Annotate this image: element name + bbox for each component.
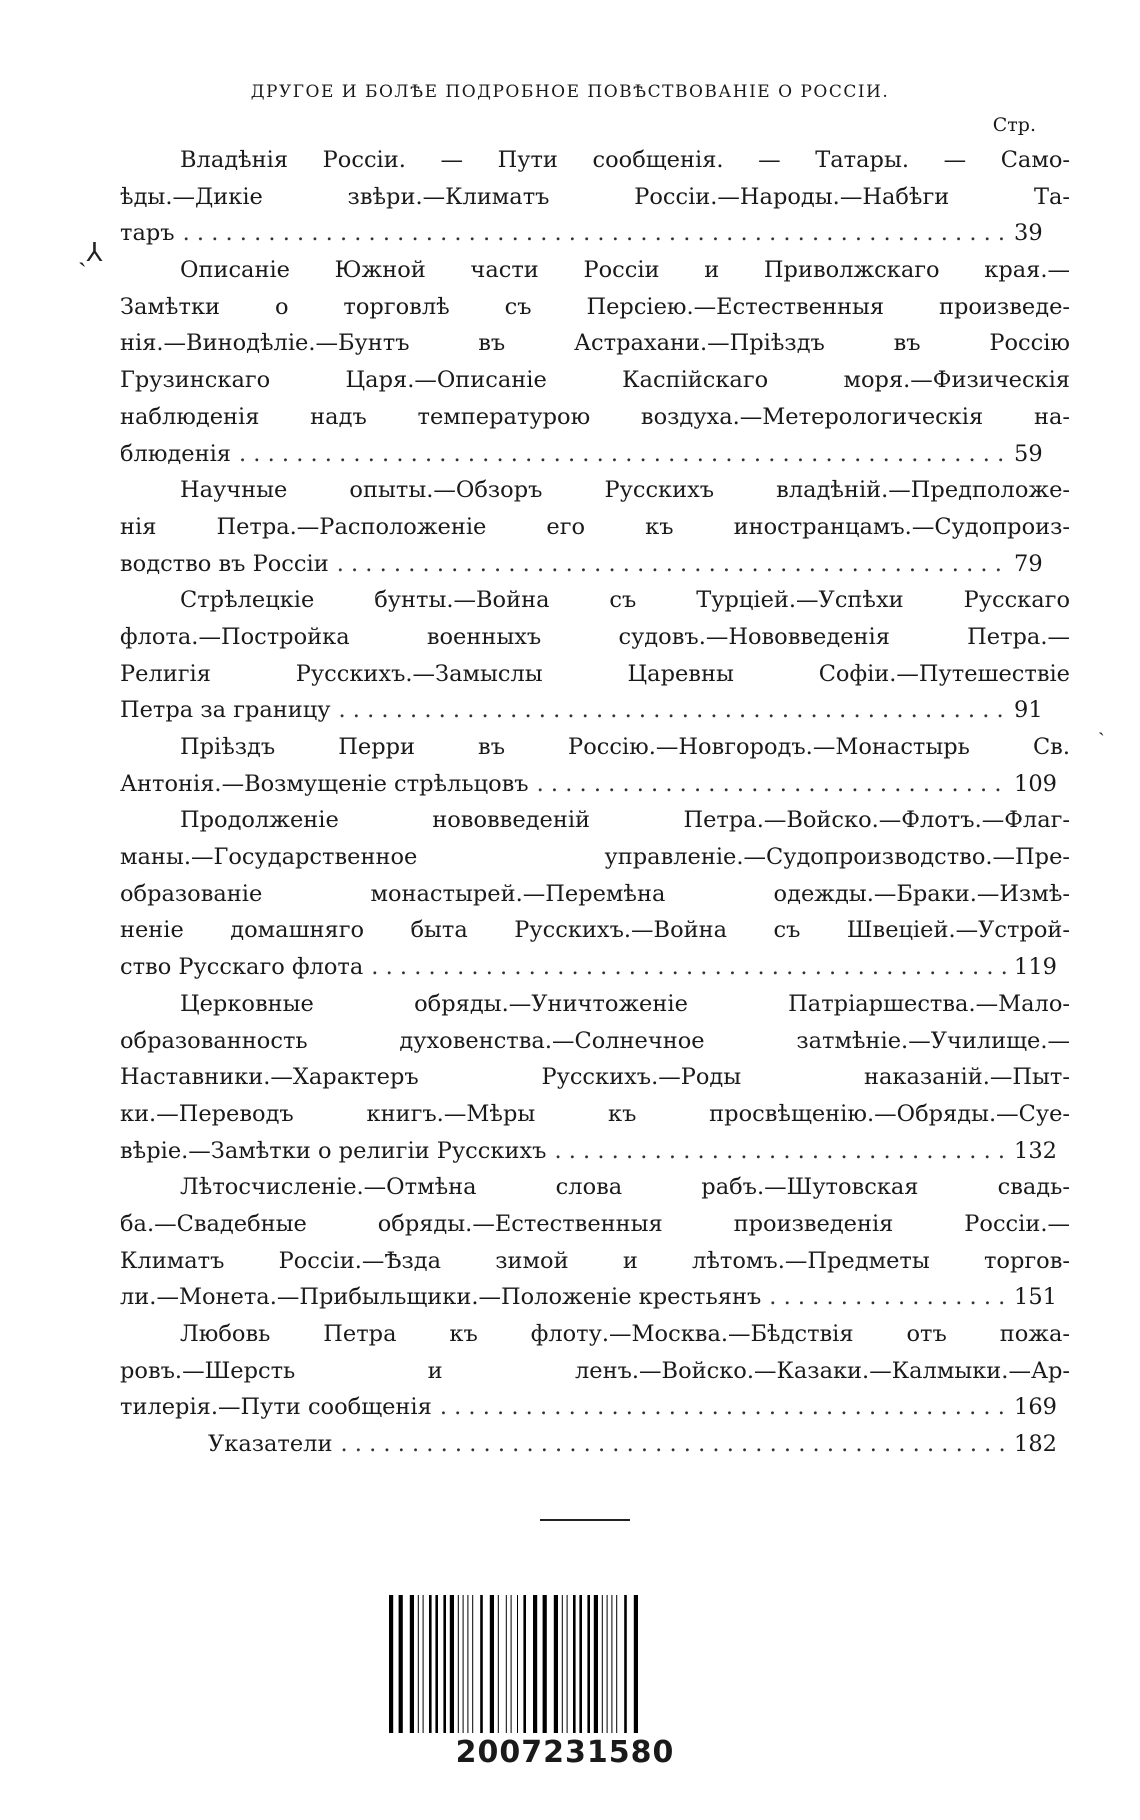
toc-entry[interactable] <box>120 1426 1070 1463</box>
page-column-label: Стр. <box>992 114 1036 136</box>
dot-leader <box>554 1133 1006 1170</box>
toc-entry-tail-text: тилерія.—Пути сообщенія <box>120 1394 432 1421</box>
toc-entry[interactable] <box>120 986 1070 1169</box>
toc-page-number: 119 <box>1014 954 1057 981</box>
toc-entry-line: ба.—Свадебные обряды.—Естественныя произведенія Россіи.— <box>120 1210 1070 1237</box>
dot-leader <box>371 949 1006 986</box>
toc-entry[interactable] <box>120 472 1070 582</box>
barcode-bar <box>511 1595 512 1733</box>
toc-entry-line: Продолженіе нововведеній Петра.—Войско.—Флотъ.—Флаг- <box>180 807 1070 834</box>
toc-entry-line: Церковные обряды.—Уничтоженіе Патріаршества.—Мало- <box>180 990 1070 1017</box>
toc-entry-line: Климатъ Россіи.—Ѣзда зимой и лѣтомъ.—Предметы торгов- <box>120 1247 1070 1274</box>
toc-entry-line: нія Петра.—Расположеніе его къ иностранцамъ.—Судопроиз- <box>120 513 1070 540</box>
dot-leader <box>239 436 1006 473</box>
toc-entry-line: маны.—Государственное управленіе.—Судопроизводство.—Пре- <box>120 844 1070 871</box>
toc-entry[interactable] <box>120 252 1070 472</box>
barcode-number: 2007231580 <box>455 1735 675 1770</box>
toc-entry[interactable] <box>120 1169 1070 1316</box>
toc-entry-last-line <box>120 1133 1070 1170</box>
toc-entry-line: ѣды.—Дикіе звѣри.—Климатъ Россіи.—Народы.—Набѣги Та- <box>120 183 1070 210</box>
toc-entry-line: Любовь Петра къ флоту.—Москва.—Бѣдствія отъ пожа- <box>180 1321 1070 1347</box>
toc-entry[interactable] <box>120 142 1070 252</box>
toc-entry-tail-text: ли.—Монета.—Прибыльщики.—Положеніе крестьянъ <box>120 1284 762 1311</box>
toc-page-number: 151 <box>1014 1284 1057 1311</box>
toc-entry-line: Описаніе Южной части Россіи и Приволжскаго края.— <box>180 257 1070 284</box>
barcode-bar <box>573 1595 576 1733</box>
toc-entry[interactable] <box>120 802 1070 985</box>
barcode-bar <box>624 1595 627 1733</box>
barcode-bar <box>506 1595 507 1733</box>
toc-entry-last-line <box>120 1389 1070 1426</box>
toc-entry-line: неніе домашняго быта Русскихъ.—Война съ Швеціей.—Устрой- <box>120 917 1070 944</box>
toc-entry-line: ровъ.—Шерсть и ленъ.—Войско.—Казаки.—Калмыки.—Ар- <box>120 1357 1070 1384</box>
toc-entry-line: флота.—Постройка военныхъ судовъ.—Нововведенія Петра.— <box>120 623 1070 650</box>
toc-entry-line: Научные опыты.—Обзоръ Русскихъ владѣній.—Предположе- <box>180 477 1070 504</box>
toc-entry-line: образованность духовенства.—Солнечное затмѣніе.—Училище.— <box>120 1027 1070 1054</box>
barcode-bar <box>423 1595 424 1733</box>
barcode-bar <box>472 1595 473 1733</box>
barcode-label <box>385 1595 745 1770</box>
barcode-bar <box>554 1595 558 1733</box>
toc-entry[interactable] <box>120 729 1070 802</box>
toc-entry-last-line <box>120 949 1070 986</box>
toc-page-number: 169 <box>1014 1394 1057 1421</box>
toc-entry[interactable] <box>120 582 1070 729</box>
toc-entry-line: Лѣтосчисленіе.—Отмѣна слова рабъ.—Шутовская свадь- <box>180 1174 1070 1201</box>
dot-leader <box>537 766 1006 803</box>
barcode-bar <box>634 1595 638 1733</box>
toc-entry-last-line <box>120 436 1070 473</box>
barcode-bar <box>435 1595 438 1733</box>
toc-page-number: 39 <box>1014 220 1043 247</box>
toc-entry-line: Замѣтки о торговлѣ съ Персіею.—Естественныя произведе- <box>120 293 1070 320</box>
barcode-bar <box>389 1595 393 1733</box>
page-title: ДРУГОЕ И БОЛѢЕ ПОДРОБНОЕ ПОВѢСТВОВАНІЕ О РОССІИ. <box>250 82 890 102</box>
section-divider <box>540 1519 630 1521</box>
toc-entry-line: Пріѣздъ Перри въ Россію.—Новгородъ.—Монастырь Св. <box>180 734 1070 760</box>
dot-leader <box>340 1426 1006 1463</box>
toc-entry-line: ки.—Переводъ книгъ.—Мѣры къ просвѣщенію.—Обряды.—Суе- <box>120 1100 1070 1127</box>
toc-entry-tail-text: ство Русскаго флота <box>120 954 364 981</box>
toc-entry-line: Религія Русскихъ.—Замыслы Царевны Софіи.—Путешествіе <box>120 660 1070 687</box>
toc-page-number: 132 <box>1014 1137 1057 1164</box>
barcode-bar <box>567 1595 568 1733</box>
barcode-bar <box>607 1595 608 1733</box>
toc-page-number: 91 <box>1014 697 1043 724</box>
toc-entry-line: образованіе монастырей.—Перемѣна одежды.—Браки.—Измѣ- <box>120 880 1070 907</box>
toc-entry-last-line <box>120 1279 1070 1316</box>
dot-leader <box>769 1279 1006 1316</box>
toc-entry-last-line <box>120 1426 1070 1463</box>
barcode-bar <box>443 1595 446 1733</box>
barcode-bar <box>463 1595 464 1733</box>
barcode-bar <box>562 1595 563 1733</box>
toc-entry[interactable] <box>120 1316 1070 1426</box>
barcode-bar <box>418 1595 419 1733</box>
dot-leader <box>440 1389 1006 1426</box>
barcode-bar <box>410 1595 414 1733</box>
barcode-bar <box>602 1595 603 1733</box>
margin-pencil-mark: ˎ⅄ <box>78 238 103 268</box>
barcode-image <box>385 1595 745 1733</box>
toc-page-number: 182 <box>1014 1431 1057 1458</box>
toc-entry-last-line <box>120 766 1070 803</box>
barcode-bar <box>480 1595 483 1733</box>
barcode-bar <box>611 1595 612 1733</box>
barcode-bar <box>429 1595 432 1733</box>
barcode-bar <box>490 1595 494 1733</box>
barcode-bar <box>594 1595 598 1733</box>
dot-leader <box>337 546 1006 583</box>
toc-entry-line: Наставники.—Характеръ Русскихъ.—Роды наказаній.—Пыт- <box>120 1064 1070 1091</box>
table-of-contents <box>120 142 1070 1463</box>
toc-entry-tail-text: блюденія <box>120 440 231 467</box>
barcode-bar <box>533 1595 537 1733</box>
toc-entry-tail-text: Указатели <box>208 1431 333 1458</box>
barcode-bar <box>543 1595 547 1733</box>
toc-entry-line: наблюденія надъ температурою воздуха.—Метерологическія на- <box>120 403 1070 430</box>
barcode-bar <box>498 1595 499 1733</box>
barcode-bar <box>517 1595 518 1733</box>
toc-entry-last-line <box>120 546 1070 583</box>
toc-entry-tail-text: таръ <box>120 220 175 247</box>
barcode-bar <box>616 1595 617 1733</box>
toc-entry-tail-text: вѣріе.—Замѣтки о религіи Русскихъ <box>120 1137 547 1164</box>
dot-leader <box>339 692 1007 729</box>
toc-entry-tail-text: Антонія.—Возмущеніе стрѣльцовъ <box>120 770 529 797</box>
dot-leader <box>183 215 1006 252</box>
toc-entry-tail-text: Петра за границу <box>120 697 331 724</box>
toc-page-number: 79 <box>1014 550 1043 577</box>
barcode-bar <box>399 1595 403 1733</box>
barcode-bar <box>579 1595 582 1733</box>
toc-entry-last-line <box>120 215 1070 252</box>
barcode-bar <box>450 1595 454 1733</box>
margin-pencil-tick: ˏ <box>1098 712 1105 736</box>
toc-entry-last-line <box>120 692 1070 729</box>
toc-entry-line: Стрѣлецкіе бунты.—Война съ Турціей.—Успѣхи Русскаго <box>180 587 1070 614</box>
toc-entry-line: Владѣнія Россіи. — Пути сообщенія. — Татары. — Само- <box>180 147 1070 173</box>
toc-page-number: 109 <box>1014 770 1057 797</box>
toc-entry-line: Грузинскаго Царя.—Описаніе Каспійскаго моря.—Физическія <box>120 367 1070 394</box>
toc-page-number: 59 <box>1014 440 1043 467</box>
toc-entry-line: нія.—Винодѣліе.—Бунтъ въ Астрахани.—Пріѣздъ въ Россію <box>120 330 1070 357</box>
barcode-bar <box>458 1595 459 1733</box>
barcode-bar <box>523 1595 526 1733</box>
barcode-bar <box>587 1595 590 1733</box>
toc-entry-tail-text: водство въ Россіи <box>120 550 329 577</box>
barcode-bar <box>467 1595 468 1733</box>
